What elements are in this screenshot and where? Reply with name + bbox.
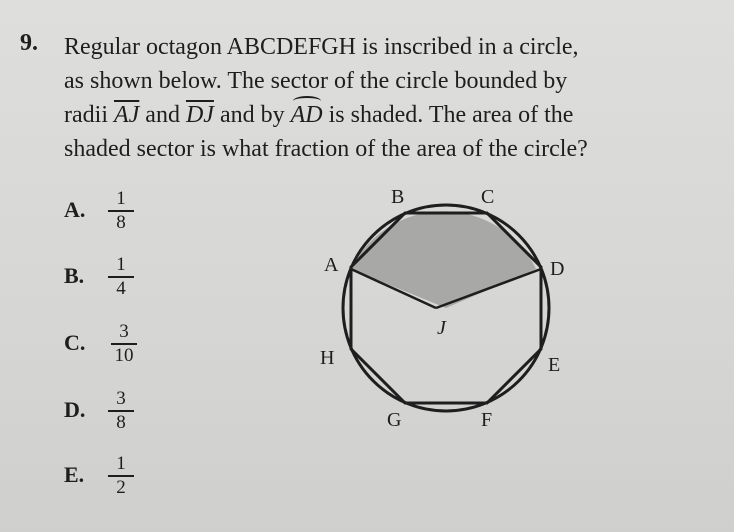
- vertex-label-b: B: [391, 186, 405, 208]
- stem-line-2: as shown below. The sector of the circle bounded by: [64, 68, 568, 94]
- choice-a-letter[interactable]: A.: [64, 197, 86, 222]
- choice-a-numerator: 1: [116, 188, 126, 209]
- choice-e-letter[interactable]: E.: [64, 462, 85, 487]
- choice-c-numerator: 3: [119, 321, 129, 342]
- vertex-label-c: C: [481, 186, 495, 208]
- radius-dj: DJ: [185, 102, 214, 128]
- choice-d-letter[interactable]: D.: [64, 397, 86, 422]
- choice-d-denominator: 8: [116, 411, 126, 433]
- vertex-label-d: D: [550, 258, 565, 280]
- choice-a-denominator: 8: [116, 211, 126, 233]
- choice-d-numerator: 3: [116, 388, 126, 409]
- choice-c-denominator: 10: [114, 344, 134, 366]
- choice-b-letter[interactable]: B.: [64, 263, 85, 288]
- stem-line-3-mid1: and: [139, 102, 186, 128]
- radius-aj: AJ: [113, 102, 140, 128]
- choice-e-denominator: 2: [116, 476, 126, 498]
- vertex-label-h: H: [320, 347, 335, 369]
- choice-c-letter[interactable]: C.: [64, 330, 86, 355]
- choice-b-denominator: 4: [116, 277, 126, 299]
- vertex-label-e: E: [548, 354, 561, 376]
- arc-ad: AD: [291, 98, 323, 132]
- stem-line-3-pre: radii: [64, 102, 114, 128]
- choice-e-numerator: 1: [116, 453, 126, 474]
- vertex-label-g: G: [387, 409, 402, 431]
- vertex-label-a: A: [324, 254, 339, 276]
- choice-b-numerator: 1: [116, 254, 126, 275]
- stem-line-3-mid2: and by: [213, 102, 291, 128]
- stem-line-3-post: is shaded. The area of the: [322, 102, 574, 128]
- stem-line-4: shaded sector is what fraction of the area of the circle?: [64, 136, 588, 162]
- vertex-label-f: F: [481, 409, 493, 431]
- center-label-j: J: [437, 317, 446, 339]
- stem-line-1: Regular octagon ABCDEFGH is inscribed in a circle,: [64, 34, 579, 60]
- question-number: 9.: [20, 30, 38, 56]
